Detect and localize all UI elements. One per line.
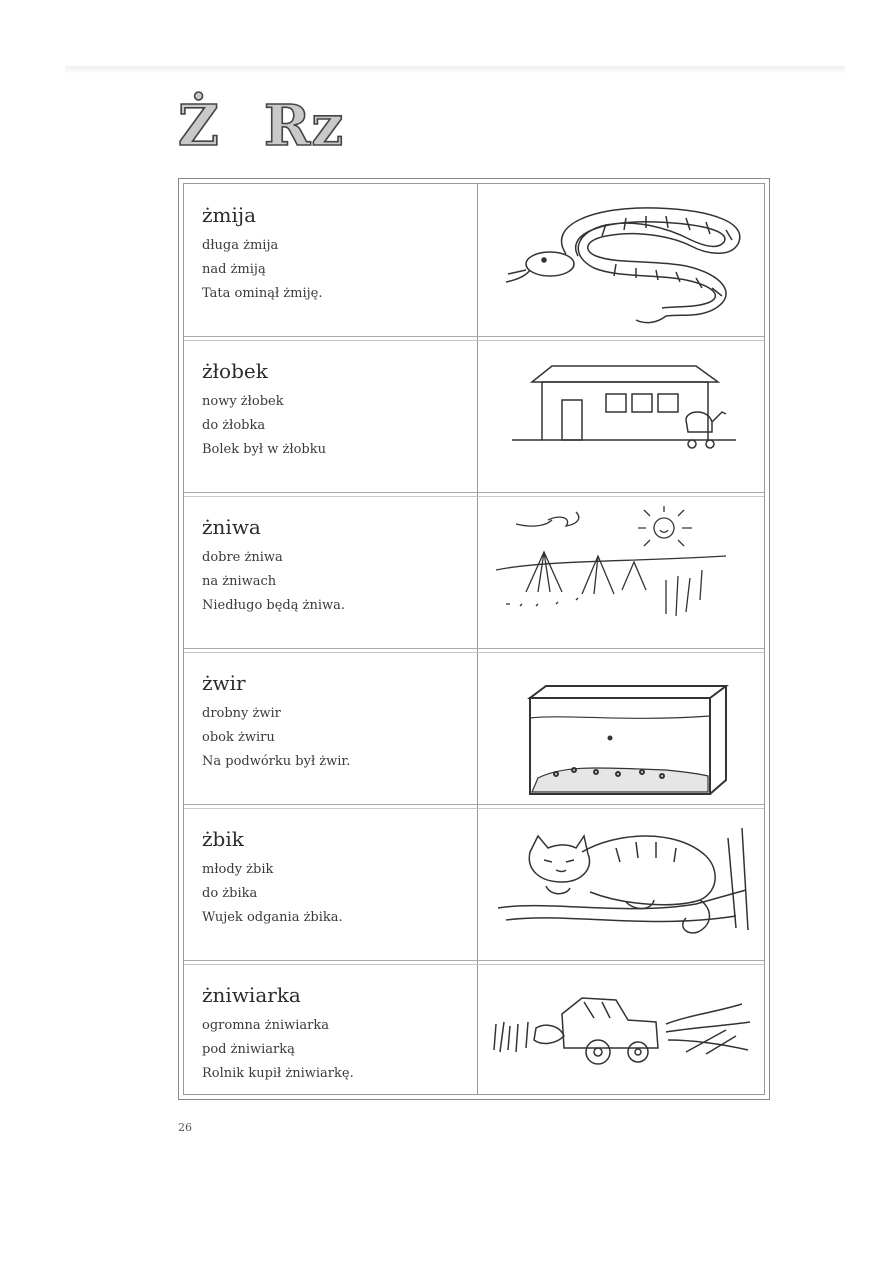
harvester-illustration bbox=[486, 964, 758, 1116]
row-phrase: pod żniwiarką bbox=[202, 1042, 295, 1057]
row-phrase: do żłobka bbox=[202, 418, 266, 433]
row-sentence: Na podwórku był żwir. bbox=[202, 754, 351, 769]
page-heading bbox=[178, 92, 345, 159]
row-word: żniwiarka bbox=[202, 983, 301, 1007]
row-sentence: Tata ominął żmiję. bbox=[202, 286, 323, 301]
nursery-illustration bbox=[486, 340, 758, 492]
heading-letter-z-dot: Ż bbox=[178, 93, 220, 159]
row-word: żwir bbox=[202, 671, 246, 695]
row-word: żłobek bbox=[202, 359, 268, 383]
row-word: żniwa bbox=[202, 515, 261, 539]
row-phrase: nowy żłobek bbox=[202, 394, 284, 409]
page-number: 26 bbox=[178, 1121, 192, 1134]
row-phrase: do żbika bbox=[202, 886, 258, 901]
row-phrase: na żniwach bbox=[202, 574, 277, 589]
table-row bbox=[184, 652, 764, 804]
row-divider bbox=[184, 648, 764, 649]
row-sentence: Bolek był w żłobku bbox=[202, 442, 326, 457]
row-divider bbox=[184, 492, 764, 493]
row-phrase: długa żmija bbox=[202, 238, 279, 253]
row-sentence: Wujek odgania żbika. bbox=[202, 910, 343, 925]
row-sentence: Rolnik kupił żniwiarkę. bbox=[202, 1066, 354, 1081]
row-phrase: ogromna żniwiarka bbox=[202, 1018, 330, 1033]
row-divider bbox=[184, 960, 764, 961]
harvest-field-illustration bbox=[486, 496, 758, 648]
heading-letter-rz: Rz bbox=[263, 93, 345, 159]
table-row bbox=[184, 340, 764, 492]
row-divider bbox=[184, 804, 764, 805]
row-phrase: drobny żwir bbox=[202, 706, 281, 721]
row-divider bbox=[184, 336, 764, 337]
table-row bbox=[184, 496, 764, 648]
wildcat-illustration bbox=[486, 808, 758, 960]
table-row bbox=[184, 964, 764, 1116]
table-row bbox=[184, 808, 764, 960]
word-table bbox=[178, 178, 770, 1100]
row-phrase: młody żbik bbox=[202, 862, 274, 877]
row-word: żmija bbox=[202, 203, 257, 227]
row-phrase: obok żwiru bbox=[202, 730, 275, 745]
scan-shadow bbox=[65, 66, 845, 74]
row-phrase: dobre żniwa bbox=[202, 550, 283, 565]
row-sentence: Niedługo będą żniwa. bbox=[202, 598, 346, 613]
snake-illustration bbox=[486, 184, 758, 336]
word-table-inner bbox=[183, 183, 765, 1095]
table-row bbox=[184, 184, 764, 336]
aquarium-illustration bbox=[486, 652, 758, 804]
row-word: żbik bbox=[202, 827, 244, 851]
row-phrase: nad żmiją bbox=[202, 262, 266, 277]
